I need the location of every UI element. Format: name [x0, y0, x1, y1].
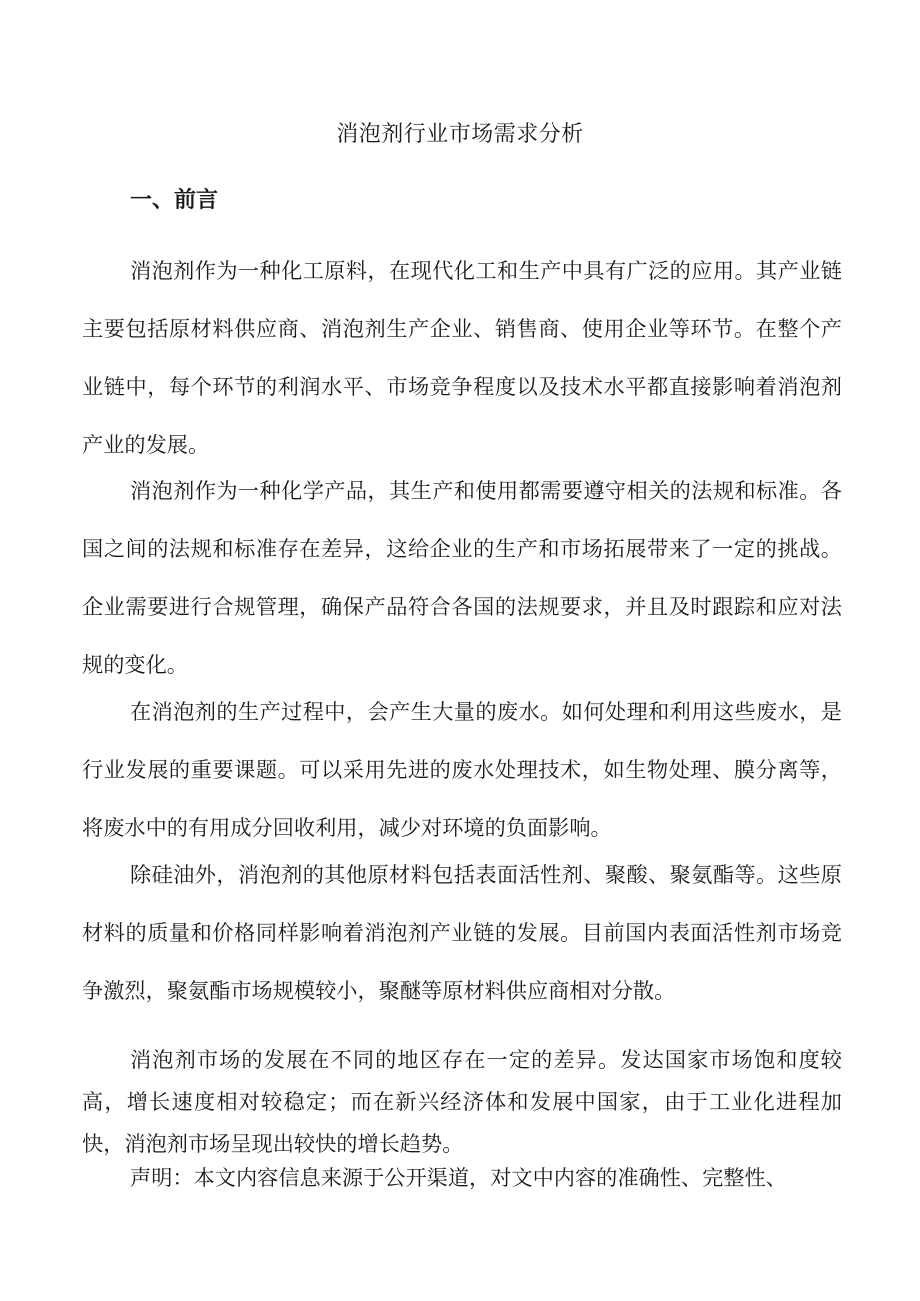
- paragraph-1: 消泡剂作为一种化工原料，在现代化工和生产中具有广泛的应用。其产业链主要包括原材料供应商、消泡剂生产企业、销售商、使用企业等环节。在整个产业链中，每个环节的利润水平、市场竞争程度以及技术水平都直接影响着消泡剂产业的发展。: [82, 258, 842, 457]
- paragraph-5: 消泡剂市场的发展在不同的地区存在一定的差异。发达国家市场饱和度较高，增长速度相对较稳定；而在新兴经济体和发展中国家，由于工业化进程加快，消泡剂市场呈现出较快的增长趋势。: [82, 1047, 842, 1156]
- paragraph-4: 除硅油外，消泡剂的其他原材料包括表面活性剂、聚酸、聚氨酯等。这些原材料的质量和价格同样影响着消泡剂产业链的发展。目前国内表面活性剂市场竞争激烈，聚氨酯市场规模较小，聚醚等原材料供应商相对分散。: [82, 862, 842, 1003]
- paragraph-3: 在消泡剂的生产过程中，会产生大量的废水。如何处理和利用这些废水，是行业发展的重要课题。可以采用先进的废水处理技术，如生物处理、膜分离等，将废水中的有用成分回收利用，减少对环境的负面影响。: [82, 699, 842, 840]
- section-heading: 一、前言: [130, 188, 219, 213]
- paragraph-2: 消泡剂作为一种化学产品，其生产和使用都需要遵守相关的法规和标准。各国之间的法规和标准存在差异，这给企业的生产和市场拓展带来了一定的挑战。企业需要进行合规管理，确保产品符合各国的法规要求，并且及时跟踪和应对法规的变化。: [82, 478, 842, 677]
- page-title: 消泡剂行业市场需求分析: [336, 122, 584, 147]
- disclaimer-paragraph: 声明：本文内容信息来源于公开渠道，对文中内容的准确性、完整性、: [130, 1165, 787, 1190]
